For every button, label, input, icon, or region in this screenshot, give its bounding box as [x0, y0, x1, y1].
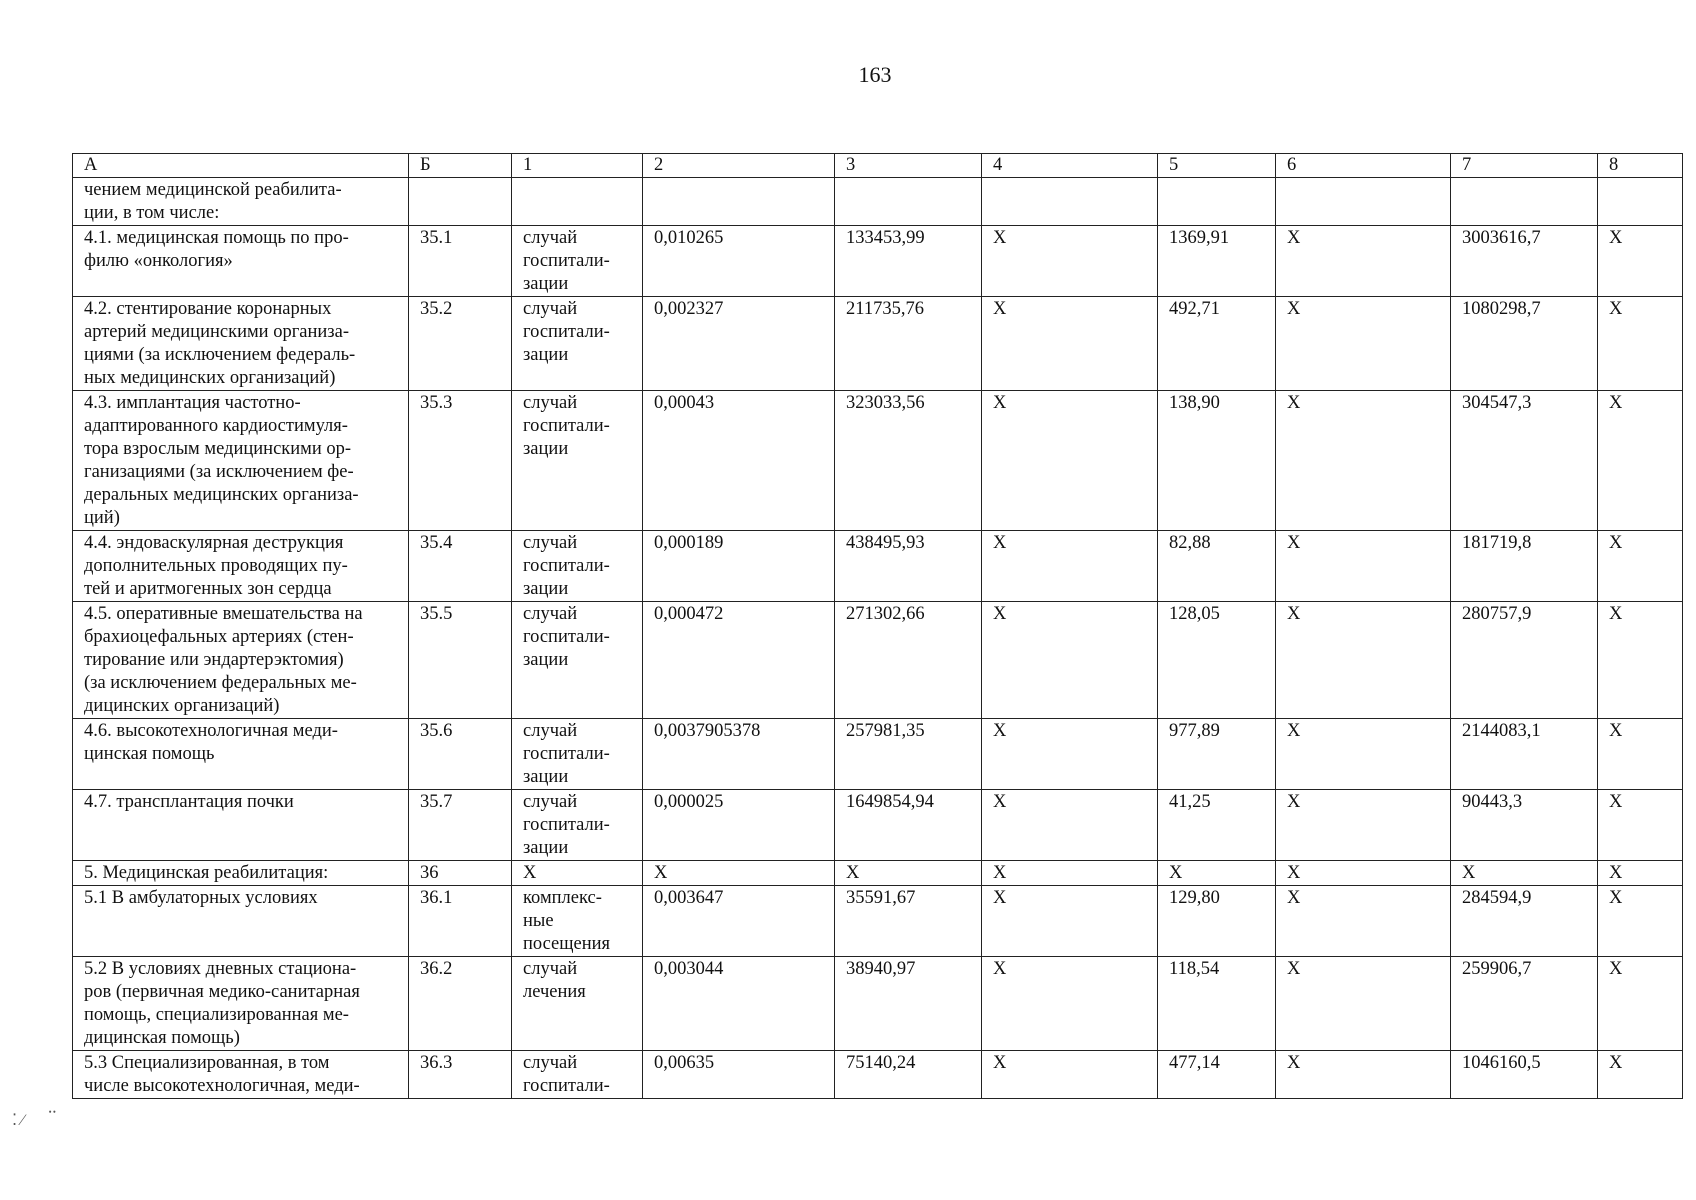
table-row: [73, 391, 1683, 531]
value-col-4: X: [982, 297, 1158, 391]
value-col-4: X: [982, 719, 1158, 790]
table-row: [73, 719, 1683, 790]
value-col-5: 129,80: [1158, 886, 1276, 957]
value-col-8: [1598, 178, 1683, 226]
value-col-6: X: [1276, 886, 1451, 957]
value-col-2: 0,000025: [643, 790, 835, 861]
value-col-2: 0,00635: [643, 1051, 835, 1099]
value-col-2: X: [643, 861, 835, 886]
value-col-3: 323033,56: [835, 391, 982, 531]
col-header-8: 8: [1598, 154, 1683, 178]
value-col-4: X: [982, 1051, 1158, 1099]
col-header-2: 2: [643, 154, 835, 178]
value-col-7: 284594,9: [1451, 886, 1598, 957]
value-col-2: 0,0037905378: [643, 719, 835, 790]
value-col-8: X: [1598, 790, 1683, 861]
table-row: [73, 297, 1683, 391]
value-col-7: [1451, 178, 1598, 226]
col-header-5: 5: [1158, 154, 1276, 178]
value-col-6: X: [1276, 531, 1451, 602]
value-col-6: [1276, 178, 1451, 226]
row-code: 35.1: [409, 226, 512, 297]
value-col-3: 211735,76: [835, 297, 982, 391]
value-col-3: 271302,66: [835, 602, 982, 719]
row-code: 35.5: [409, 602, 512, 719]
col-header-1: 1: [512, 154, 643, 178]
value-col-4: X: [982, 531, 1158, 602]
data-table: [72, 153, 1683, 1099]
row-label: 4.4. эндоваскулярная деструкция дополнительных проводящих пу- тей и аритмогенных зон сердца: [73, 531, 409, 602]
unit-cell: случай госпитали- зации: [512, 391, 643, 531]
unit-cell: случай госпитали- зации: [512, 602, 643, 719]
value-col-3: 75140,24: [835, 1051, 982, 1099]
unit-cell: комплекс- ные посещения: [512, 886, 643, 957]
unit-cell: X: [512, 861, 643, 886]
row-code: 35.2: [409, 297, 512, 391]
value-col-3: 438495,93: [835, 531, 982, 602]
value-col-4: X: [982, 391, 1158, 531]
value-col-6: X: [1276, 391, 1451, 531]
value-col-4: X: [982, 226, 1158, 297]
unit-cell: случай госпитали- зации: [512, 297, 643, 391]
unit-cell: [512, 178, 643, 226]
value-col-7: 3003616,7: [1451, 226, 1598, 297]
table-row: [73, 226, 1683, 297]
value-col-8: X: [1598, 226, 1683, 297]
col-header-4: 4: [982, 154, 1158, 178]
value-col-7: X: [1451, 861, 1598, 886]
unit-cell: случай госпитали- зации: [512, 226, 643, 297]
value-col-5: 1369,91: [1158, 226, 1276, 297]
table-row: [73, 1051, 1683, 1099]
value-col-7: 90443,3: [1451, 790, 1598, 861]
value-col-6: X: [1276, 861, 1451, 886]
row-label: 5.1 В амбулаторных условиях: [73, 886, 409, 957]
row-label: чением медицинской реабилита- ции, в том числе:: [73, 178, 409, 226]
table-body: [73, 154, 1683, 1099]
value-col-8: X: [1598, 602, 1683, 719]
value-col-5: 492,71: [1158, 297, 1276, 391]
value-col-6: X: [1276, 602, 1451, 719]
value-col-7: 1046160,5: [1451, 1051, 1598, 1099]
value-col-7: 1080298,7: [1451, 297, 1598, 391]
value-col-6: X: [1276, 297, 1451, 391]
unit-cell: случай госпитали- зации: [512, 790, 643, 861]
scan-speck: ⁚ ⁄: [12, 1112, 24, 1129]
value-col-3: 133453,99: [835, 226, 982, 297]
col-header-7: 7: [1451, 154, 1598, 178]
table-row: [73, 178, 1683, 226]
row-label: 4.3. имплантация частотно- адаптированного кардиостимуля- тора взрослым медицинскими ор- ганизациями (за исключением фе- деральных медицинских организа- ций): [73, 391, 409, 531]
value-col-7: 259906,7: [1451, 957, 1598, 1051]
row-label: 4.7. трансплантация почки: [73, 790, 409, 861]
row-code: 36: [409, 861, 512, 886]
table-row: [73, 886, 1683, 957]
value-col-4: [982, 178, 1158, 226]
value-col-3: 1649854,94: [835, 790, 982, 861]
row-code: 35.7: [409, 790, 512, 861]
unit-cell: случай госпитали-: [512, 1051, 643, 1099]
value-col-6: X: [1276, 790, 1451, 861]
value-col-2: 0,00043: [643, 391, 835, 531]
table-row: [73, 957, 1683, 1051]
value-col-3: 257981,35: [835, 719, 982, 790]
row-label: 5.3 Специализированная, в том числе высокотехнологичная, меди-: [73, 1051, 409, 1099]
value-col-2: 0,003044: [643, 957, 835, 1051]
value-col-3: 35591,67: [835, 886, 982, 957]
value-col-8: X: [1598, 1051, 1683, 1099]
value-col-8: X: [1598, 957, 1683, 1051]
col-header-b: Б: [409, 154, 512, 178]
scan-speck: ⸳⸳: [48, 1102, 57, 1119]
row-label: 4.1. медицинская помощь по про- филю «онкология»: [73, 226, 409, 297]
row-label: 4.6. высокотехнологичная меди- цинская помощь: [73, 719, 409, 790]
value-col-8: X: [1598, 297, 1683, 391]
row-code: 36.2: [409, 957, 512, 1051]
value-col-2: 0,000189: [643, 531, 835, 602]
value-col-6: X: [1276, 1051, 1451, 1099]
row-label: 4.2. стентирование коронарных артерий медицинскими организа- циями (за исключением федераль- ных медицинских организаций): [73, 297, 409, 391]
value-col-4: X: [982, 861, 1158, 886]
row-code: 35.6: [409, 719, 512, 790]
value-col-7: 181719,8: [1451, 531, 1598, 602]
value-col-8: X: [1598, 531, 1683, 602]
row-label: 5.2 В условиях дневных стациона- ров (первичная медико-санитарная помощь, специализированная ме- дицинская помощь): [73, 957, 409, 1051]
value-col-3: [835, 178, 982, 226]
col-header-a: А: [73, 154, 409, 178]
value-col-4: X: [982, 957, 1158, 1051]
row-code: 36.1: [409, 886, 512, 957]
value-col-7: 280757,9: [1451, 602, 1598, 719]
value-col-2: [643, 178, 835, 226]
value-col-2: 0,010265: [643, 226, 835, 297]
value-col-8: X: [1598, 391, 1683, 531]
value-col-6: X: [1276, 719, 1451, 790]
table-row: [73, 861, 1683, 886]
unit-cell: случай госпитали- зации: [512, 719, 643, 790]
table-header-row: [73, 154, 1683, 178]
value-col-2: 0,003647: [643, 886, 835, 957]
value-col-4: X: [982, 886, 1158, 957]
row-label: 5. Медицинская реабилитация:: [73, 861, 409, 886]
row-code: [409, 178, 512, 226]
row-code: 35.4: [409, 531, 512, 602]
value-col-5: 477,14: [1158, 1051, 1276, 1099]
value-col-7: 2144083,1: [1451, 719, 1598, 790]
table-row: [73, 790, 1683, 861]
value-col-5: X: [1158, 861, 1276, 886]
value-col-8: X: [1598, 861, 1683, 886]
row-code: 35.3: [409, 391, 512, 531]
value-col-5: 138,90: [1158, 391, 1276, 531]
value-col-5: [1158, 178, 1276, 226]
col-header-6: 6: [1276, 154, 1451, 178]
value-col-5: 82,88: [1158, 531, 1276, 602]
value-col-6: X: [1276, 226, 1451, 297]
value-col-6: X: [1276, 957, 1451, 1051]
table-row: [73, 602, 1683, 719]
row-label: 4.5. оперативные вмешательства на брахиоцефальных артериях (стен- тирование или эндартерэктомия) (за исключением федеральных ме- дицинских организаций): [73, 602, 409, 719]
unit-cell: случай лечения: [512, 957, 643, 1051]
value-col-4: X: [982, 602, 1158, 719]
value-col-2: 0,002327: [643, 297, 835, 391]
value-col-7: 304547,3: [1451, 391, 1598, 531]
row-code: 36.3: [409, 1051, 512, 1099]
value-col-8: X: [1598, 719, 1683, 790]
col-header-3: 3: [835, 154, 982, 178]
table-row: [73, 531, 1683, 602]
value-col-4: X: [982, 790, 1158, 861]
value-col-5: 128,05: [1158, 602, 1276, 719]
value-col-3: X: [835, 861, 982, 886]
unit-cell: случай госпитали- зации: [512, 531, 643, 602]
value-col-5: 118,54: [1158, 957, 1276, 1051]
page-number: 163: [858, 62, 892, 87]
value-col-5: 977,89: [1158, 719, 1276, 790]
value-col-5: 41,25: [1158, 790, 1276, 861]
value-col-2: 0,000472: [643, 602, 835, 719]
value-col-3: 38940,97: [835, 957, 982, 1051]
value-col-8: X: [1598, 886, 1683, 957]
